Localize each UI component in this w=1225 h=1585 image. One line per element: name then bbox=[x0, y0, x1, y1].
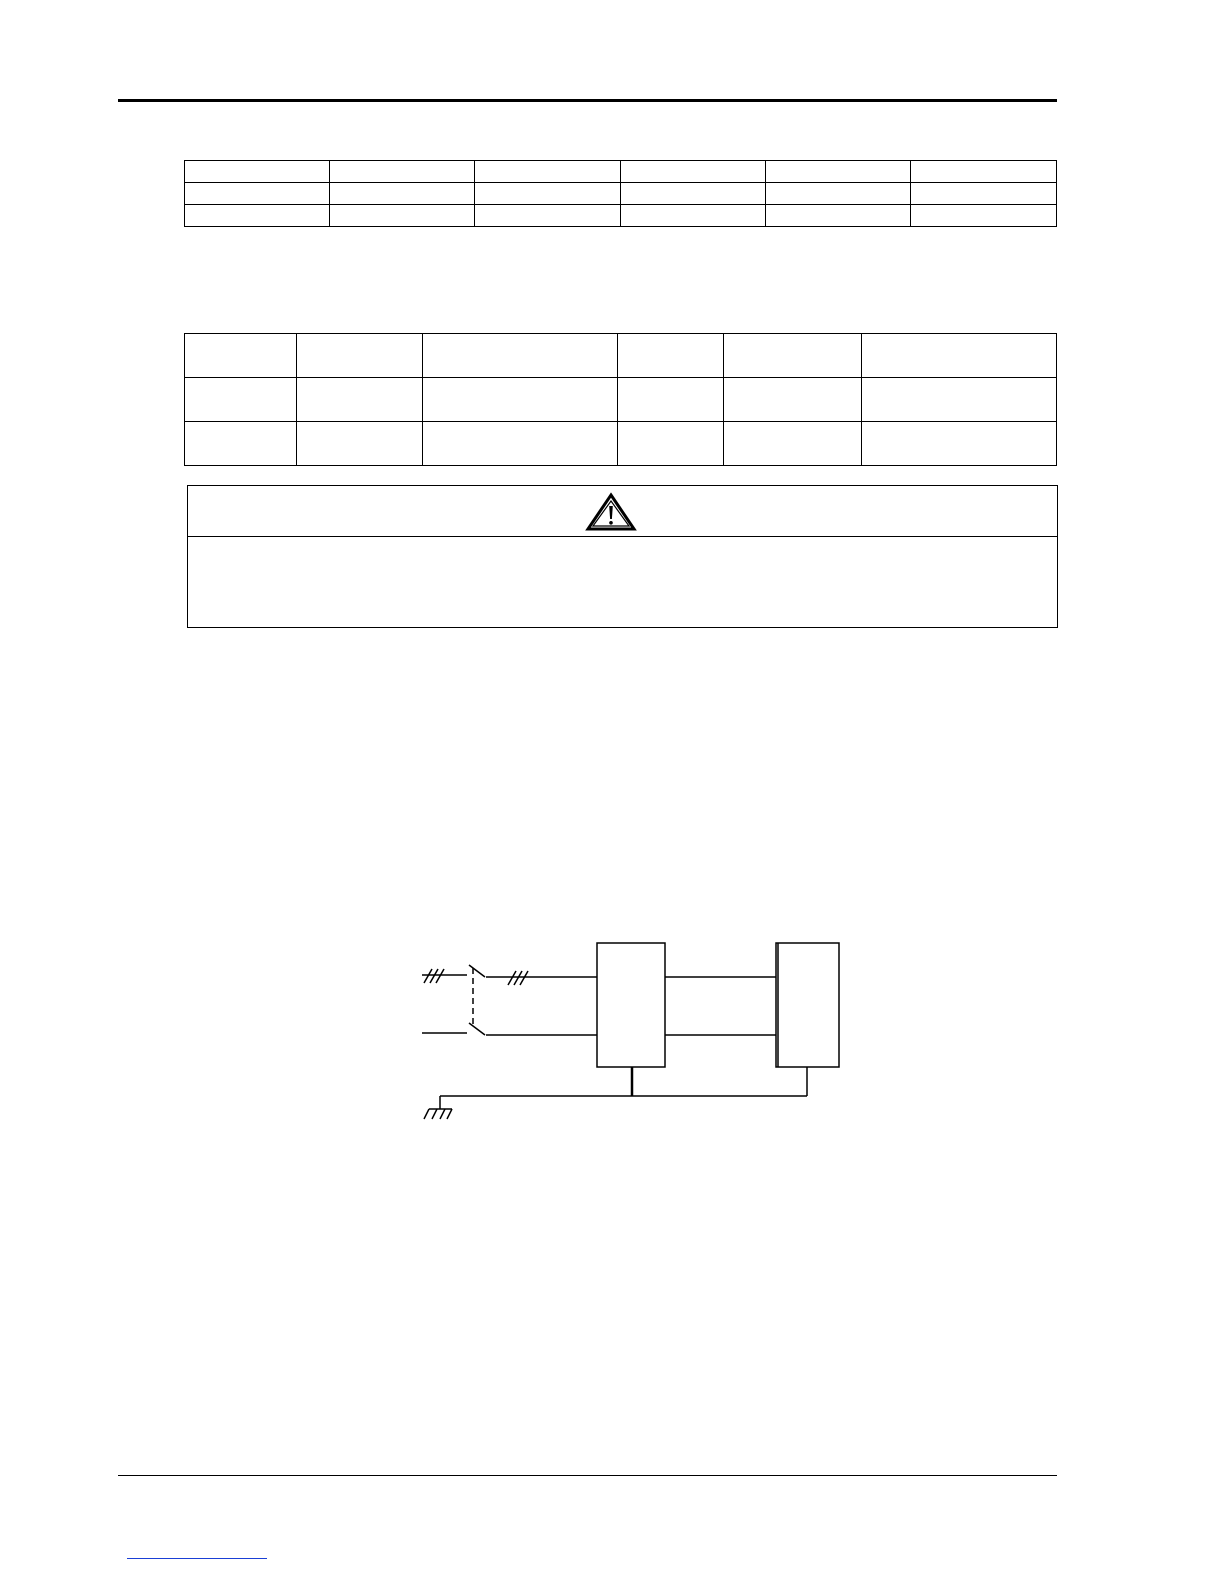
table-cell bbox=[911, 205, 1057, 227]
caution-header bbox=[188, 486, 1057, 537]
table-cell bbox=[185, 334, 297, 378]
table-cell bbox=[185, 378, 297, 422]
table-cell bbox=[618, 422, 724, 466]
header-rule bbox=[118, 99, 1057, 102]
device-box-1 bbox=[597, 943, 665, 1067]
caution-body bbox=[188, 537, 1057, 627]
table-row bbox=[185, 422, 1057, 466]
table-cell bbox=[423, 334, 618, 378]
ground-icon bbox=[424, 1109, 452, 1119]
switch-icon bbox=[469, 1023, 485, 1035]
table-cell bbox=[185, 161, 330, 183]
table-cell bbox=[475, 183, 621, 205]
table-cell bbox=[423, 422, 618, 466]
wiring-diagram bbox=[410, 935, 850, 1130]
table-cell bbox=[297, 378, 423, 422]
table-cell bbox=[621, 205, 766, 227]
device-box-2 bbox=[776, 943, 839, 1067]
table-row bbox=[185, 205, 1057, 227]
table-row bbox=[185, 334, 1057, 378]
table-cell bbox=[862, 334, 1057, 378]
caution-box bbox=[187, 485, 1058, 628]
table-row bbox=[185, 161, 1057, 183]
table-cell bbox=[862, 422, 1057, 466]
table-cell bbox=[185, 205, 330, 227]
table-cell bbox=[911, 183, 1057, 205]
table-cell bbox=[618, 378, 724, 422]
switch-icon bbox=[469, 965, 485, 977]
table-cell bbox=[475, 205, 621, 227]
table-cell bbox=[330, 205, 475, 227]
table-cell bbox=[618, 334, 724, 378]
table-cell bbox=[724, 334, 862, 378]
table-cell bbox=[724, 378, 862, 422]
table-cell bbox=[297, 422, 423, 466]
table-cell bbox=[475, 161, 621, 183]
table-cell bbox=[423, 378, 618, 422]
three-phase-marker-icon bbox=[424, 969, 444, 983]
spec-table-1 bbox=[184, 160, 1057, 227]
table-cell bbox=[185, 422, 297, 466]
footer-link-underline[interactable] bbox=[127, 1558, 267, 1559]
table-cell bbox=[330, 161, 475, 183]
table-cell bbox=[766, 183, 911, 205]
table-cell bbox=[185, 183, 330, 205]
table-cell bbox=[297, 334, 423, 378]
spec-table-2 bbox=[184, 333, 1057, 466]
table-cell bbox=[330, 183, 475, 205]
table-cell bbox=[766, 205, 911, 227]
table-row bbox=[185, 378, 1057, 422]
footer-rule bbox=[118, 1475, 1057, 1476]
table-cell bbox=[724, 422, 862, 466]
table-cell bbox=[911, 161, 1057, 183]
three-phase-marker-icon bbox=[508, 971, 528, 985]
warning-triangle-icon bbox=[585, 492, 637, 532]
table-cell bbox=[862, 378, 1057, 422]
table-row bbox=[185, 183, 1057, 205]
table-cell bbox=[621, 183, 766, 205]
table-cell bbox=[621, 161, 766, 183]
table-cell bbox=[766, 161, 911, 183]
